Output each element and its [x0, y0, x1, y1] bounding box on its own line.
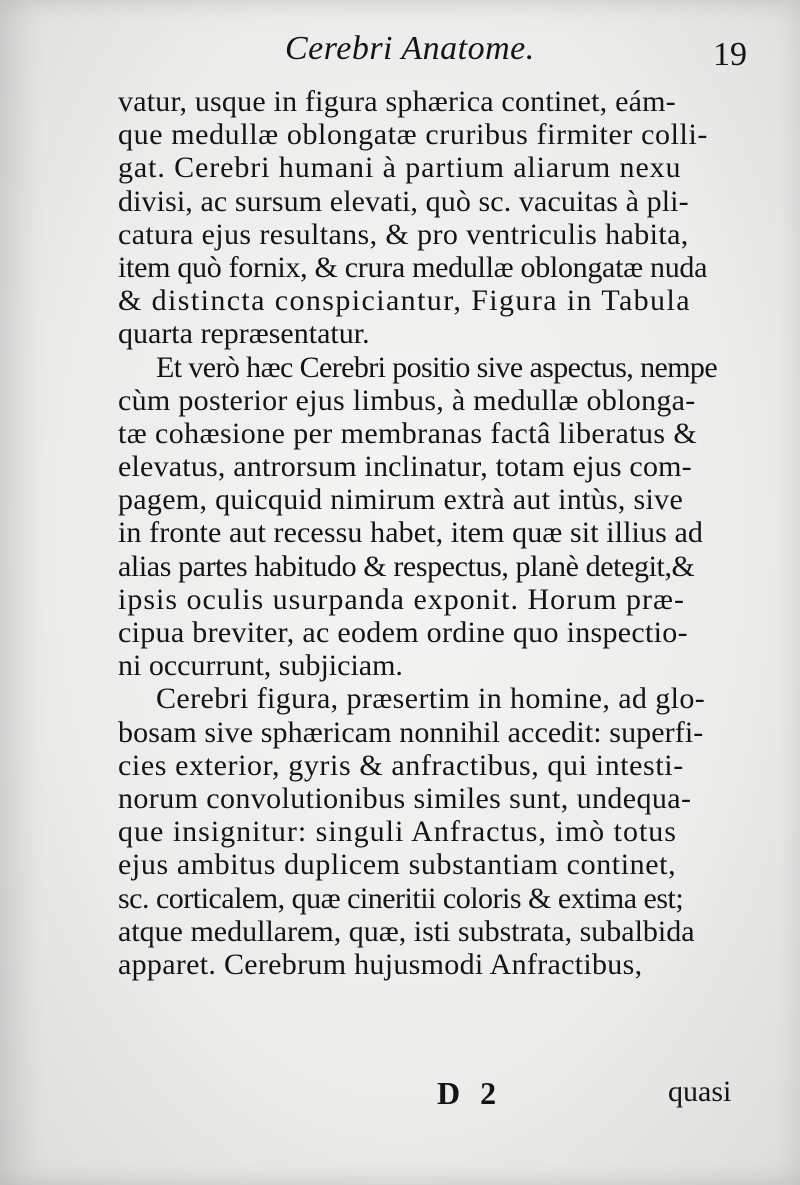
text-line: norum convolutionibus similes sunt, undequa- [118, 781, 692, 815]
catchword: quasi [668, 1075, 732, 1108]
text-line: atque medullarem, quæ, isti substrata, subalbida [118, 914, 695, 948]
signature-mark: D 2 [437, 1075, 503, 1111]
running-title: Cerebri Anatome. [285, 30, 535, 67]
text-line: bosam sive sphæricam nonnihil accedit: superfi- [118, 715, 704, 749]
text-line: ni occurrunt, subjiciam. [118, 649, 403, 683]
page-number: 19 [713, 36, 747, 73]
body-text [118, 85, 738, 981]
text-line: vatur, usque in figura sphærica continet, eám- [118, 85, 676, 118]
text-line: alias partes habitudo & respectus, planè detegit,& [118, 549, 695, 583]
text-line: cies exterior, gyris & anfractibus, qui intesti- [118, 748, 684, 782]
text-line: divisi, ac sursum elevati, quò sc. vacuitas à pli- [118, 184, 689, 218]
text-line: elevatus, antrorsum inclinatur, totam ejus com- [118, 450, 692, 484]
text-line: in fronte aut recessu habet, item quæ sit illius ad [118, 516, 703, 550]
text-line: que insignitur: singuli Anfractus, imò totus [118, 815, 677, 849]
text-line: sc. corticalem, quæ cineritii coloris & extima est; [118, 881, 684, 915]
text-line: ipsis oculis usurpanda exponit. Horum præ- [118, 582, 685, 616]
text-line: item quò fornix, & crura medullæ oblongatæ nuda [118, 250, 708, 284]
text-line: ejus ambitus duplicem substantiam continet, [118, 848, 677, 882]
page-footer [0, 1075, 800, 1115]
text-line: gat. Cerebri humani à partium aliarum nexu [118, 151, 682, 185]
text-line: pagem, quicquid nimirum extrà aut intùs, sive [118, 483, 684, 517]
text-line: catura ejus resultans, & pro ventriculis habita, [118, 217, 689, 251]
text-line: Et verò hæc Cerebri positio sive aspectus, nempe [156, 350, 718, 384]
text-line: cùm posterior ejus limbus, à medullæ oblonga- [118, 383, 696, 417]
text-line: Cerebri figura, præsertim in homine, ad glo- [156, 682, 706, 716]
text-line: cipua breviter, ac eodem ordine quo inspectio- [118, 616, 688, 649]
text-line: tæ cohæsione per membranas factâ liberatus & [118, 416, 698, 450]
text-line: que medullæ oblongatæ cruribus firmiter colli- [118, 118, 708, 152]
running-head [0, 30, 800, 80]
text-line: & distincta conspiciantur, Figura in Tabula [118, 284, 691, 318]
text-line: apparet. Cerebrum hujusmodi Anfractibus, [118, 947, 643, 981]
text-line: quarta repræsentatur. [118, 317, 370, 351]
